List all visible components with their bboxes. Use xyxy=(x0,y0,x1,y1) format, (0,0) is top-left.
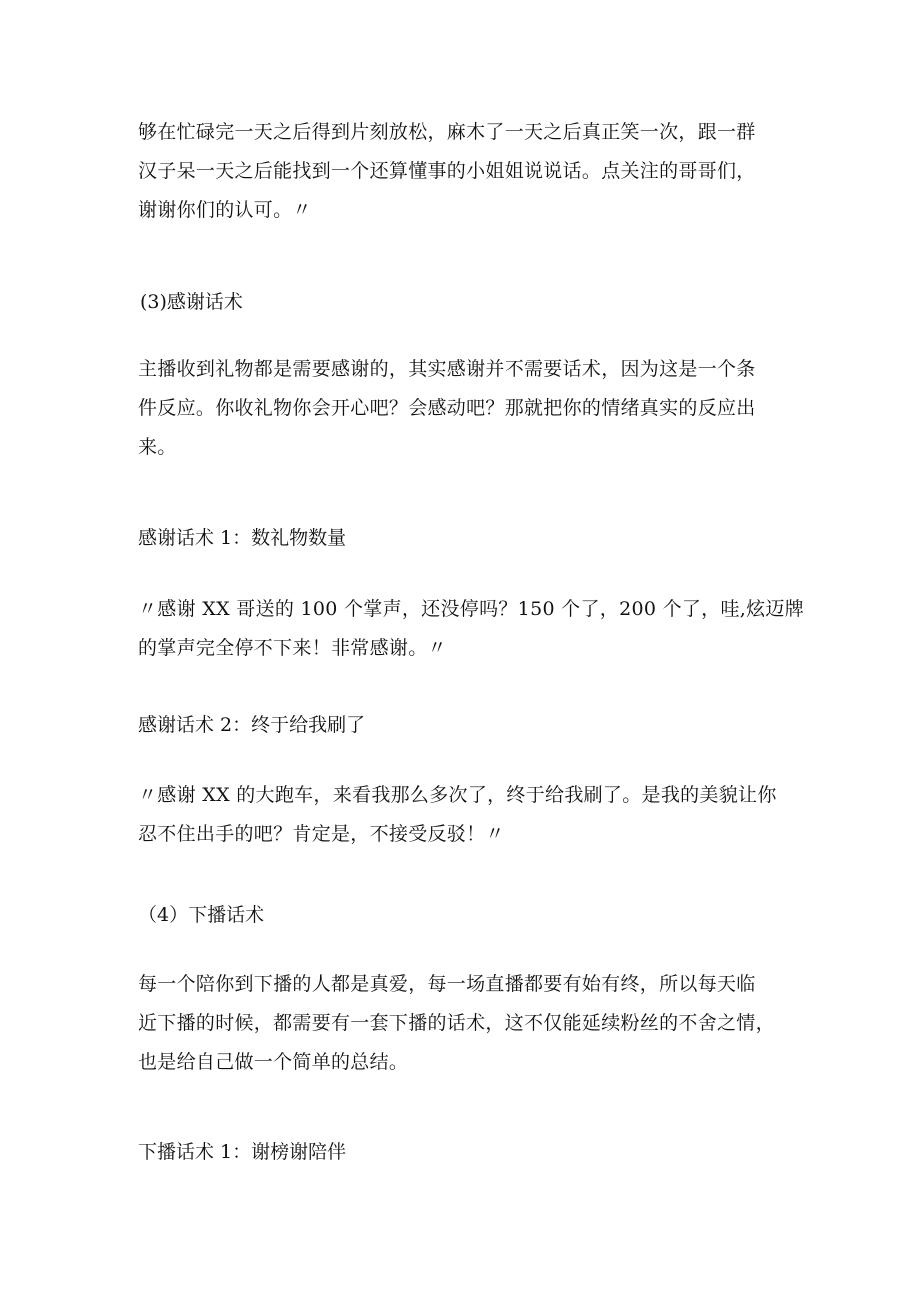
text-line: 近下播的时候，都需要有一套下播的话术，这不仅能延续粉丝的不舍之情， xyxy=(138,1012,775,1034)
section-heading-closing-script: （4）下播话术 xyxy=(138,904,265,926)
text-line: 主播收到礼物都是需要感谢的，其实感谢并不需要话术，因为这是一个条 xyxy=(138,358,756,380)
subheading-thanks-1: 感谢话术 1：数礼物数量 xyxy=(138,527,347,549)
text-line: 每一个陪你到下播的人都是真爱，每一场直播都要有始有终，所以每天临 xyxy=(138,973,756,995)
text-line: 的掌声完全停不下来！非常感谢。〃 xyxy=(138,637,447,659)
paragraph-closing-intro xyxy=(138,965,788,1082)
section-heading-thanks-script: (3)感谢话术 xyxy=(140,291,243,313)
text-line: 谢谢你们的认可。〃 xyxy=(138,199,312,221)
text-line: 〃感谢 XX 哥送的 100 个掌声，还没停吗？150 个了，200 个了，哇,炫迈牌 xyxy=(138,598,805,620)
paragraph-gratitude-continued xyxy=(138,113,788,230)
subheading-closing-1: 下播话术 1：谢榜谢陪伴 xyxy=(138,1141,347,1163)
quote-thanks-2 xyxy=(138,776,788,854)
text-line: 汉子呆一天之后能找到一个还算懂事的小姐姐说说话。点关注的哥哥们， xyxy=(138,160,756,182)
paragraph-thanks-intro xyxy=(138,350,788,467)
text-line: 件反应。你收礼物你会开心吧？会感动吧？那就把你的情绪真实的反应出 xyxy=(138,397,756,419)
text-line: 忍不住出手的吧？肯定是，不接受反驳！〃 xyxy=(138,823,505,845)
quote-thanks-1 xyxy=(138,590,805,668)
text-line: 够在忙碌完一天之后得到片刻放松，麻木了一天之后真正笑一次，跟一群 xyxy=(138,121,756,143)
subheading-thanks-2: 感谢话术 2：终于给我刷了 xyxy=(138,714,366,736)
text-line: 也是给自己做一个简单的总结。 xyxy=(138,1051,409,1073)
text-line: 来。 xyxy=(138,436,177,458)
text-line: 〃感谢 XX 的大跑车，来看我那么多次了，终于给我刷了。是我的美貌让你 xyxy=(138,784,777,806)
